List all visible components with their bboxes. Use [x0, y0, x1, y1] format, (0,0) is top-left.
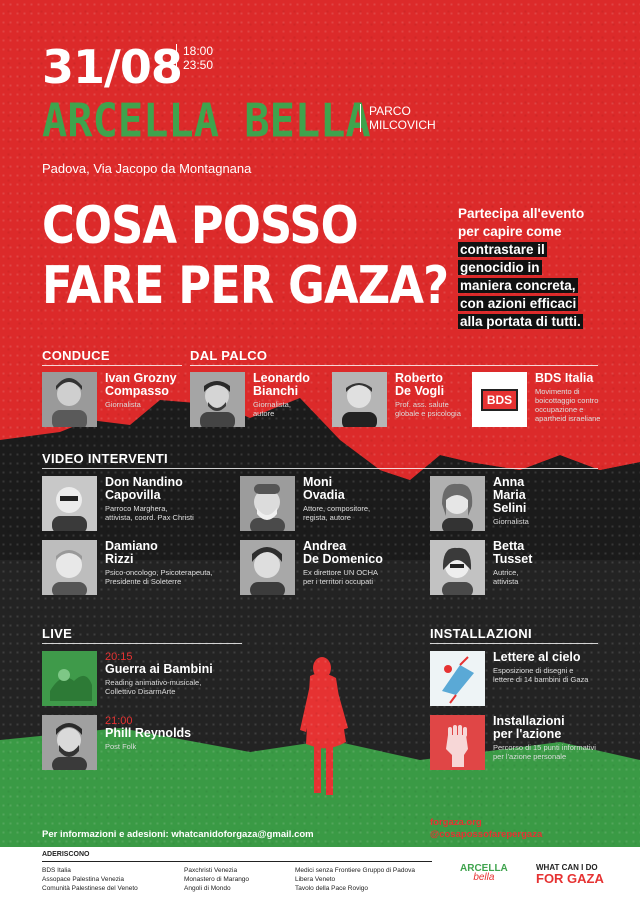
raised-fist-icon: [430, 715, 485, 770]
aderiscono-col1: [42, 866, 138, 893]
video-card: [430, 540, 532, 595]
intro-line: maniera concreta,: [460, 278, 576, 293]
speaker-role1: Movimento di: [535, 387, 580, 396]
host-name1: Ivan Grozny: [105, 371, 177, 385]
installation-name1: Installazioni: [493, 714, 565, 728]
speaker-photo: [332, 372, 387, 427]
host-card: [42, 372, 177, 427]
divider: [42, 861, 432, 862]
org-name: Monastero di Marango: [184, 876, 250, 883]
installation-name1: Lettere al cielo: [493, 650, 581, 664]
speaker-photo: [190, 372, 245, 427]
live-time: 20:15: [105, 651, 133, 663]
live-name: Guerra ai Bambini: [105, 662, 213, 676]
section-conduce: CONDUCE: [42, 348, 110, 363]
bds-logo: BDS: [472, 372, 527, 427]
live-photo: [42, 651, 97, 706]
event-date: 31/08: [42, 40, 182, 94]
org-name: Libera Veneto: [295, 876, 336, 883]
speaker-role2: boicottaggio contro: [535, 396, 599, 405]
video-name1: Anna: [493, 475, 525, 489]
video-photo: [430, 540, 485, 595]
live-role1: Reading animativo-musicale,: [105, 678, 202, 687]
video-name2: Capovilla: [105, 488, 161, 502]
event-name: ARCELLA BELLA: [42, 93, 371, 148]
headline: [42, 196, 448, 316]
org-name: Angoli di Mondo: [184, 885, 231, 892]
host-name2: Compasso: [105, 384, 169, 398]
video-name1: Damiano: [105, 539, 158, 553]
speaker-name2: Bianchi: [253, 384, 299, 398]
live-card: [42, 715, 191, 770]
section-video: VIDEO INTERVENTI: [42, 451, 168, 466]
headline-line2: FARE PER GAZA?: [42, 256, 449, 316]
arcella-bella-logo: ARCELLA bella: [460, 863, 508, 883]
social-handle[interactable]: @cosapossofarepergaza: [430, 829, 543, 840]
video-name3: Selini: [493, 501, 527, 515]
video-name1: Andrea: [303, 539, 347, 553]
video-card: [42, 540, 213, 595]
speaker-name1: BDS Italia: [535, 371, 594, 385]
video-photo: [42, 540, 97, 595]
speaker-role2: globale e psicologia: [395, 409, 461, 418]
speaker-name1: Roberto: [395, 371, 443, 385]
video-role2: regista, autore: [303, 513, 351, 522]
video-role1: Ex direttore UN OCHA: [303, 568, 379, 577]
video-card: [240, 476, 370, 531]
video-role2: attivista: [493, 577, 519, 586]
speaker-card: [472, 372, 600, 427]
venue-line2: MILCOVICH: [369, 118, 436, 132]
time-end: 23:50: [183, 58, 214, 72]
headline-line1: COSA POSSO: [42, 196, 358, 256]
what-can-i-do-logo: WHAT CAN I DO FOR GAZA: [536, 863, 604, 886]
section-live: LIVE: [42, 626, 73, 641]
video-name2: Tusset: [493, 552, 533, 566]
installation-role1: Percorso di 15 punti informativi: [493, 743, 596, 752]
video-name2: Ovadia: [303, 488, 345, 502]
host-photo: [42, 372, 97, 427]
website-link[interactable]: forgaza.org: [430, 817, 482, 828]
divider: [430, 643, 598, 644]
live-name: Phill Reynolds: [105, 726, 192, 740]
intro-line: Partecipa all'evento: [458, 206, 585, 221]
org-name: Comunità Palestinese del Veneto: [42, 885, 138, 892]
section-installazioni: INSTALLAZIONI: [430, 626, 532, 641]
aderiscono-col2: [184, 866, 249, 893]
video-role1: Giornalista: [493, 517, 529, 526]
speaker-name2: De Vogli: [395, 384, 445, 398]
video-name1: Don Nandino: [105, 475, 183, 489]
video-photo: [240, 476, 295, 531]
org-name: Paxchristi Venezia: [184, 867, 238, 874]
video-role1: Attore, compositore,: [303, 504, 371, 513]
video-name2: De Domenico: [303, 552, 383, 566]
org-name: Tavolo della Pace Rovigo: [295, 885, 368, 892]
kite-drawing-icon: [430, 651, 485, 706]
aderiscono-title: ADERISCONO: [42, 851, 90, 858]
host-role: Giornalista: [105, 400, 141, 409]
video-name1: Betta: [493, 539, 525, 553]
live-card: [42, 651, 213, 706]
contact-info: Per informazioni e adesioni: whatcanidoforgaza@gmail.com: [42, 829, 314, 840]
video-photo: [240, 540, 295, 595]
divider: [42, 643, 242, 644]
installation-role1: Esposizione di disegni e: [493, 666, 574, 675]
live-photo: [42, 715, 97, 770]
aderiscono-col3: [295, 866, 415, 893]
video-role1: Parroco Marghera,: [105, 504, 168, 513]
video-role1: Psico-oncologo, Psicoterapeuta,: [105, 568, 213, 577]
time-start: 18:00: [183, 44, 214, 58]
org-name: Medici senza Frontiere Gruppo di Padova: [295, 867, 415, 874]
speaker-role4: apartheid israeliane: [535, 414, 601, 423]
video-role2: attivista, coord. Pax Christi: [105, 513, 194, 522]
section-dal-palco: DAL PALCO: [190, 348, 268, 363]
live-role1: Post Folk: [105, 742, 137, 751]
footer: [0, 847, 640, 905]
video-name2: Rizzi: [105, 552, 134, 566]
video-card: [42, 476, 194, 531]
intro-text: [458, 205, 608, 331]
event-times: [176, 44, 213, 72]
divider: [42, 468, 598, 469]
video-role2: Presidente di Soleterre: [105, 577, 182, 586]
video-card: [430, 476, 529, 531]
divider: [190, 365, 598, 366]
speaker-role2: autore: [253, 409, 275, 418]
speaker-role3: occupazione e: [535, 405, 584, 414]
divider: [42, 365, 182, 366]
video-photo: [42, 476, 97, 531]
address: Padova, Via Jacopo da Montagnana: [42, 161, 252, 176]
org-name: Assopace Palestina Venezia: [42, 876, 125, 883]
installation-card: [430, 715, 596, 770]
video-role1: Autrice,: [493, 568, 519, 577]
venue: [360, 104, 436, 132]
live-time: 21:00: [105, 715, 133, 727]
installation-card: [430, 651, 588, 706]
video-photo: [430, 476, 485, 531]
org-name: BDS Italia: [42, 867, 71, 874]
speaker-card: [190, 372, 310, 427]
intro-line: genocidio in: [460, 260, 540, 275]
installation-name2: per l'azione: [493, 727, 562, 741]
venue-line1: PARCO: [369, 104, 411, 118]
speaker-name1: Leonardo: [253, 371, 310, 385]
intro-line: con azioni efficaci: [460, 296, 577, 311]
speaker-role1: Giornalista,: [253, 400, 291, 409]
installation-role2: per l'azione personale: [493, 752, 567, 761]
video-card: [240, 540, 383, 595]
speaker-role1: Prof. ass. salute: [395, 400, 449, 409]
video-name2: Maria: [493, 488, 526, 502]
intro-line: alla portata di tutti.: [460, 314, 581, 329]
speaker-card: [332, 372, 461, 427]
installation-role2: lettere di 14 bambini di Gaza: [493, 675, 589, 684]
video-name1: Moni: [303, 475, 333, 489]
video-role2: per i territori occupati: [303, 577, 374, 586]
intro-line: per capire come: [458, 224, 562, 239]
live-role2: Collettivo DisarmArte: [105, 687, 176, 696]
intro-line: contrastare il: [460, 242, 545, 257]
